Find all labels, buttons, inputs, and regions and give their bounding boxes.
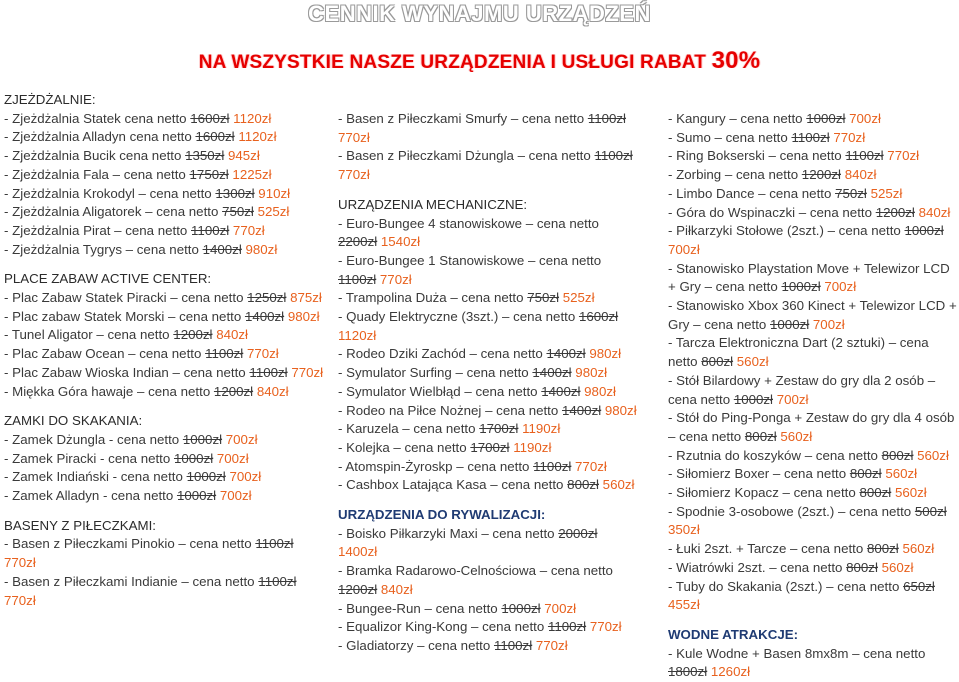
item-name: - Tunel Aligator – cena netto xyxy=(4,327,170,343)
new-price: 770zł xyxy=(338,129,370,145)
new-price: 980zł xyxy=(604,402,637,418)
new-price: 770zł xyxy=(291,364,324,380)
item-name: - Zjeżdżalnia Krokodyl – cena netto xyxy=(4,185,212,201)
section-heading: URZĄDZENIA DO RYWALIZACJI: xyxy=(338,507,546,523)
price-item xyxy=(4,185,326,204)
item-name: - Limbo Dance – cena netto xyxy=(668,185,832,201)
old-price: 1400zł xyxy=(561,402,602,418)
new-price: 700zł xyxy=(229,469,262,485)
new-price: 770zł xyxy=(4,555,36,571)
old-price: 1250zł xyxy=(247,290,287,306)
price-item xyxy=(338,420,638,439)
price-column-1 xyxy=(4,91,326,610)
old-price: 1100zł xyxy=(493,637,533,653)
new-price: 770zł xyxy=(575,458,607,474)
old-price: 650zł xyxy=(903,578,935,594)
item-name: - Plac Zabaw Ocean – cena netto xyxy=(4,346,202,362)
old-price: 750zł xyxy=(835,185,867,201)
item-name: - Zjeżdżalnia Statek cena netto xyxy=(4,110,187,126)
item-name: - Gladiatorzy – cena netto xyxy=(338,637,491,653)
item-name: - Zjeżdżalnia Fala – cena netto xyxy=(4,166,186,182)
price-item xyxy=(4,128,326,147)
item-name: - Euro-Bungee 4 stanowiskowe – cena netto xyxy=(338,215,599,231)
old-price: 750zł xyxy=(527,290,560,306)
new-price: 1190zł xyxy=(522,421,561,437)
old-price: 1400zł xyxy=(202,241,242,257)
price-item xyxy=(338,439,638,458)
old-price: 1100zł xyxy=(255,536,294,552)
old-price: 1200zł xyxy=(801,167,841,183)
item-name: - Plac Zabaw Statek Piracki – cena netto xyxy=(4,290,244,306)
price-list xyxy=(4,535,326,610)
new-price: 875zł xyxy=(290,290,322,306)
section-heading: BASENY Z PIŁECZKAMI: xyxy=(4,517,156,533)
price-item xyxy=(338,345,638,364)
old-price: 1100zł xyxy=(205,346,244,362)
price-item xyxy=(338,562,638,599)
new-price: 1120zł xyxy=(238,129,277,145)
price-item xyxy=(338,402,638,421)
item-name: - Rodeo Dziki Zachód – cena netto xyxy=(338,346,543,362)
price-item xyxy=(4,383,326,402)
new-price: 1260zł xyxy=(710,664,751,680)
price-item xyxy=(668,110,958,129)
price-item xyxy=(338,458,638,477)
price-item xyxy=(4,203,326,222)
old-price: 750zł xyxy=(222,204,254,220)
old-price: 1100zł xyxy=(533,458,572,474)
price-item xyxy=(4,450,326,469)
old-price: 1300zł xyxy=(215,185,255,201)
price-item xyxy=(668,447,958,466)
new-price: 980zł xyxy=(245,241,278,257)
price-item xyxy=(338,308,638,345)
price-item xyxy=(4,468,326,487)
old-price: 1750zł xyxy=(189,166,229,182)
old-price: 1000zł xyxy=(806,111,846,126)
price-item xyxy=(338,110,638,147)
old-price: 1000zł xyxy=(781,279,821,295)
price-item xyxy=(338,618,638,637)
price-item xyxy=(338,600,638,619)
discount-percent: 30% xyxy=(711,47,761,74)
new-price: 770zł xyxy=(338,167,370,183)
new-price: 700zł xyxy=(668,241,700,257)
price-item xyxy=(4,345,326,364)
new-price: 770zł xyxy=(833,129,866,145)
price-item xyxy=(668,222,958,259)
price-item xyxy=(338,289,638,308)
item-name: - Bramka Radarowo-Celnościowa – cena netto xyxy=(338,563,613,579)
price-item xyxy=(4,147,326,166)
new-price: 1225zł xyxy=(232,166,272,182)
old-price: 2000zł xyxy=(558,525,598,541)
new-price: 840zł xyxy=(844,167,877,183)
old-price: 800zł xyxy=(866,541,899,557)
item-name: - Spodnie 3-osobowe (2szt.) – cena netto xyxy=(668,503,912,519)
old-price: 1200zł xyxy=(875,204,915,220)
new-price: 770zł xyxy=(379,271,412,287)
price-item xyxy=(668,503,958,540)
old-price: 1700zł xyxy=(470,439,510,455)
price-item xyxy=(668,297,958,334)
old-price: 800zł xyxy=(881,447,914,463)
new-price: 945zł xyxy=(227,148,260,164)
new-price: 700zł xyxy=(812,316,845,332)
old-price: 500zł xyxy=(914,503,947,519)
price-item xyxy=(4,364,326,383)
new-price: 910zł xyxy=(258,185,291,201)
item-name: - Basen z Piłeczkami Dżungla – cena netto xyxy=(338,148,591,164)
old-price: 1200zł xyxy=(213,383,254,399)
price-item xyxy=(338,476,638,495)
new-price: 1540zł xyxy=(380,234,421,250)
old-price: 1000zł xyxy=(176,488,217,504)
new-price: 980zł xyxy=(584,383,616,399)
new-price: 770zł xyxy=(246,346,279,362)
item-name: - Siłomierz Kopacz – cena netto xyxy=(668,485,856,501)
item-name: - Łuki 2szt. + Tarcze – cena netto xyxy=(668,541,864,557)
new-price: 840zł xyxy=(380,581,413,597)
price-item xyxy=(338,364,638,383)
price-item xyxy=(4,308,326,327)
item-name: - Zjeżdżalnia Alladyn cena netto xyxy=(4,129,192,145)
old-price: 1100zł xyxy=(249,364,288,380)
item-name: - Karuzela – cena netto xyxy=(338,421,476,437)
old-price: 1100zł xyxy=(845,148,884,164)
price-item xyxy=(338,383,638,402)
old-price: 1000zł xyxy=(186,469,226,485)
price-item xyxy=(4,222,326,241)
old-price: 1200zł xyxy=(338,581,378,597)
old-price: 1100zł xyxy=(338,271,377,287)
section-heading: PLACE ZABAW ACTIVE CENTER: xyxy=(4,271,212,287)
price-list xyxy=(668,110,958,615)
new-price: 980zł xyxy=(575,365,608,381)
item-name: - Sumo – cena netto xyxy=(668,129,788,145)
new-price: 560zł xyxy=(780,428,813,444)
price-item xyxy=(668,372,958,409)
item-name: - Rodeo na Piłce Nożnej – cena netto xyxy=(338,402,559,418)
old-price: 1000zł xyxy=(182,431,223,447)
item-name: - Piłkarzyki Stołowe (2szt.) – cena netto xyxy=(668,223,901,239)
item-name: - Euro-Bungee 1 Stanowiskowe – cena netto xyxy=(338,252,602,268)
item-name: - Tarcza Elektroniczna Dart (2 sztuki) – cena netto xyxy=(668,335,929,370)
section-heading: WODNE ATRAKCJE: xyxy=(668,626,799,642)
price-column-3 xyxy=(668,110,958,682)
price-list xyxy=(338,525,638,656)
price-item xyxy=(4,487,326,506)
section-heading: ZAMKI DO SKAKANIA: xyxy=(4,413,143,429)
price-item xyxy=(668,204,958,223)
price-item xyxy=(668,166,958,185)
new-price: 700zł xyxy=(849,111,881,126)
old-price: 1100zł xyxy=(547,619,587,635)
old-price: 1800zł xyxy=(668,664,708,680)
price-item xyxy=(338,252,638,289)
old-price: 800zł xyxy=(567,477,599,493)
old-price: 1000zł xyxy=(173,450,214,466)
new-price: 700zł xyxy=(824,279,857,295)
old-price: 2200zł xyxy=(338,234,378,250)
new-price: 840zł xyxy=(216,327,248,343)
old-price: 1400zł xyxy=(541,383,581,399)
discount-text: NA WSZYSTKIE NASZE URZĄDZENIA I USŁUGI RABAT xyxy=(198,52,707,73)
item-name: - Basen z Piłeczkami Indianie – cena netto xyxy=(4,573,255,589)
price-item xyxy=(4,241,326,260)
price-item xyxy=(668,409,958,446)
old-price: 1000zł xyxy=(904,223,944,239)
item-name: - Kangury – cena netto xyxy=(668,111,803,126)
old-price: 1600zł xyxy=(190,110,230,126)
new-price: 980zł xyxy=(287,308,320,324)
item-name: - Trampolina Duża – cena netto xyxy=(338,290,524,306)
price-item xyxy=(668,260,958,297)
item-name: - Zorbing – cena netto xyxy=(668,167,799,183)
item-name: - Equalizor King-Kong – cena netto xyxy=(338,619,545,635)
old-price: 1100zł xyxy=(594,148,633,164)
price-item xyxy=(4,110,326,129)
old-price: 1350zł xyxy=(185,148,225,164)
old-price: 1400zł xyxy=(532,365,572,381)
price-item xyxy=(668,559,958,578)
price-item xyxy=(668,147,958,166)
old-price: 1100zł xyxy=(258,573,297,589)
new-price: 560zł xyxy=(894,485,927,501)
item-name: - Zjeżdżalnia Pirat – cena netto xyxy=(4,222,188,238)
item-name: - Zjeżdżalnia Bucik cena netto xyxy=(4,148,182,164)
item-name: - Quady Elektryczne (3szt.) – cena netto xyxy=(338,309,576,325)
price-list xyxy=(4,110,326,260)
item-name: - Zjeżdżalnia Tygrys – cena netto xyxy=(4,241,199,257)
new-price: 770zł xyxy=(4,592,36,608)
price-list xyxy=(4,289,326,401)
old-price: 1200zł xyxy=(173,327,213,343)
item-name: - Stanowisko Playstation Move + Telewizor LCD + Gry – cena netto xyxy=(668,260,950,295)
item-name: - Zjeżdżalnia Aligatorek – cena netto xyxy=(4,204,219,220)
old-price: 1100zł xyxy=(191,222,230,238)
item-name: - Kolejka – cena netto xyxy=(338,439,467,455)
price-item xyxy=(4,166,326,185)
section-heading: URZĄDZENIA MECHANICZNE: xyxy=(338,196,528,212)
old-price: 800zł xyxy=(744,428,777,444)
item-name: - Stanowisko Xbox 360 Kinect + Telewizor LCD + Gry – cena netto xyxy=(668,298,957,332)
old-price: 800zł xyxy=(859,485,892,501)
item-name: - Zamek Indiański - cena netto xyxy=(4,469,183,485)
item-name: - Symulator Wielbłąd – cena netto xyxy=(338,383,538,399)
item-name: - Rzutnia do koszyków – cena netto xyxy=(668,447,878,463)
page-title: CENNIK WYNAJMU URZĄDZEŃ xyxy=(308,1,651,26)
item-name: - Zamek Dżungla - cena netto xyxy=(4,431,180,447)
new-price: 770zł xyxy=(535,637,568,653)
new-price: 560zł xyxy=(602,477,635,493)
new-price: 700zł xyxy=(776,391,809,407)
section-heading: ZJEŻDŻALNIE: xyxy=(4,92,96,107)
new-price: 1190zł xyxy=(513,439,552,455)
price-item xyxy=(4,535,326,572)
item-name: - Siłomierz Boxer – cena netto xyxy=(668,466,847,482)
new-price: 700zł xyxy=(219,488,252,504)
item-name: - Góra do Wspinaczki – cena netto xyxy=(668,204,872,220)
item-name: - Plac Zabaw Wioska Indian – cena netto xyxy=(4,364,246,380)
new-price: 525zł xyxy=(562,290,595,306)
item-name: - Kule Wodne + Basen 8mx8m – cena netto xyxy=(668,645,926,661)
price-item xyxy=(668,540,958,559)
price-column-2 xyxy=(338,110,638,656)
new-price: 770zł xyxy=(232,222,265,238)
new-price: 770zł xyxy=(589,619,622,635)
item-name: - Symulator Surfing – cena netto xyxy=(338,365,529,381)
new-price: 1120zł xyxy=(233,110,272,126)
item-name: - Tuby do Skakania (2szt.) – cena netto xyxy=(668,578,900,594)
price-item xyxy=(668,645,958,682)
old-price: 1000zł xyxy=(733,391,773,407)
old-price: 1600zł xyxy=(195,129,235,145)
new-price: 560zł xyxy=(881,559,914,575)
item-name: - Ring Bokserski – cena netto xyxy=(668,148,842,164)
item-name: - Cashbox Latająca Kasa – cena netto xyxy=(338,477,564,493)
item-name: - Atomspin-Żyroskp – cena netto xyxy=(338,458,530,474)
item-name: - Plac zabaw Statek Morski – cena netto xyxy=(4,308,242,324)
new-price: 840zł xyxy=(918,204,951,220)
old-price: 1600zł xyxy=(578,309,619,325)
old-price: 1400zł xyxy=(546,346,586,362)
item-name: - Basen z Piłeczkami Smurfy – cena netto xyxy=(338,111,585,126)
item-name: - Bungee-Run – cena netto xyxy=(338,600,498,616)
price-item xyxy=(668,578,958,615)
price-item xyxy=(4,431,326,450)
old-price: 800zł xyxy=(849,466,882,482)
discount-banner xyxy=(0,47,959,75)
item-name: - Boisko Piłkarzyki Maxi – cena netto xyxy=(338,525,555,541)
new-price: 770zł xyxy=(887,148,920,164)
old-price: 800zł xyxy=(701,354,734,370)
item-name: - Zamek Alladyn - cena netto xyxy=(4,488,174,504)
price-item xyxy=(668,334,958,371)
new-price: 560zł xyxy=(902,541,935,557)
item-name: - Stół do Ping-Ponga + Zestaw do gry dla 4 osób – cena netto xyxy=(668,410,955,444)
price-item xyxy=(668,185,958,204)
price-item xyxy=(668,465,958,484)
old-price: 1700zł xyxy=(479,421,519,437)
price-item xyxy=(668,484,958,503)
old-price: 800zł xyxy=(846,559,878,575)
new-price: 455zł xyxy=(668,597,700,613)
old-price: 1100zł xyxy=(587,111,627,126)
old-price: 1000zł xyxy=(770,316,810,332)
price-item xyxy=(338,525,638,562)
price-list xyxy=(338,110,638,185)
new-price: 700zł xyxy=(216,450,249,466)
price-item xyxy=(4,326,326,345)
item-name: - Stół Bilardowy + Zestaw do gry dla 2 osób – cena netto xyxy=(668,372,936,407)
item-name: - Zamek Piracki - cena netto xyxy=(4,450,171,466)
price-list xyxy=(4,431,326,506)
new-price: 700zł xyxy=(544,600,577,616)
price-item xyxy=(4,289,326,308)
old-price: 1000zł xyxy=(501,600,541,616)
price-list xyxy=(668,645,958,682)
new-price: 525zł xyxy=(870,185,903,201)
new-price: 840zł xyxy=(256,383,289,399)
item-name: - Basen z Piłeczkami Pinokio – cena netto xyxy=(4,536,252,552)
new-price: 350zł xyxy=(668,522,700,538)
item-name: - Miękka Góra hawaje – cena netto xyxy=(4,383,211,399)
price-item xyxy=(338,637,638,656)
old-price: 1400zł xyxy=(244,308,285,324)
new-price: 1120zł xyxy=(338,327,377,343)
price-item xyxy=(338,215,638,252)
price-list xyxy=(338,215,638,496)
new-price: 980zł xyxy=(589,346,622,362)
new-price: 525zł xyxy=(257,204,290,220)
new-price: 700zł xyxy=(225,431,258,447)
new-price: 560zł xyxy=(917,447,949,463)
item-name: - Wiatrówki 2szt. – cena netto xyxy=(668,559,843,575)
price-item xyxy=(338,147,638,184)
new-price: 1400zł xyxy=(338,544,378,560)
price-item xyxy=(668,129,958,148)
new-price: 560zł xyxy=(736,354,769,370)
new-price: 560zł xyxy=(885,466,918,482)
price-item xyxy=(4,573,326,610)
old-price: 1100zł xyxy=(791,129,830,145)
